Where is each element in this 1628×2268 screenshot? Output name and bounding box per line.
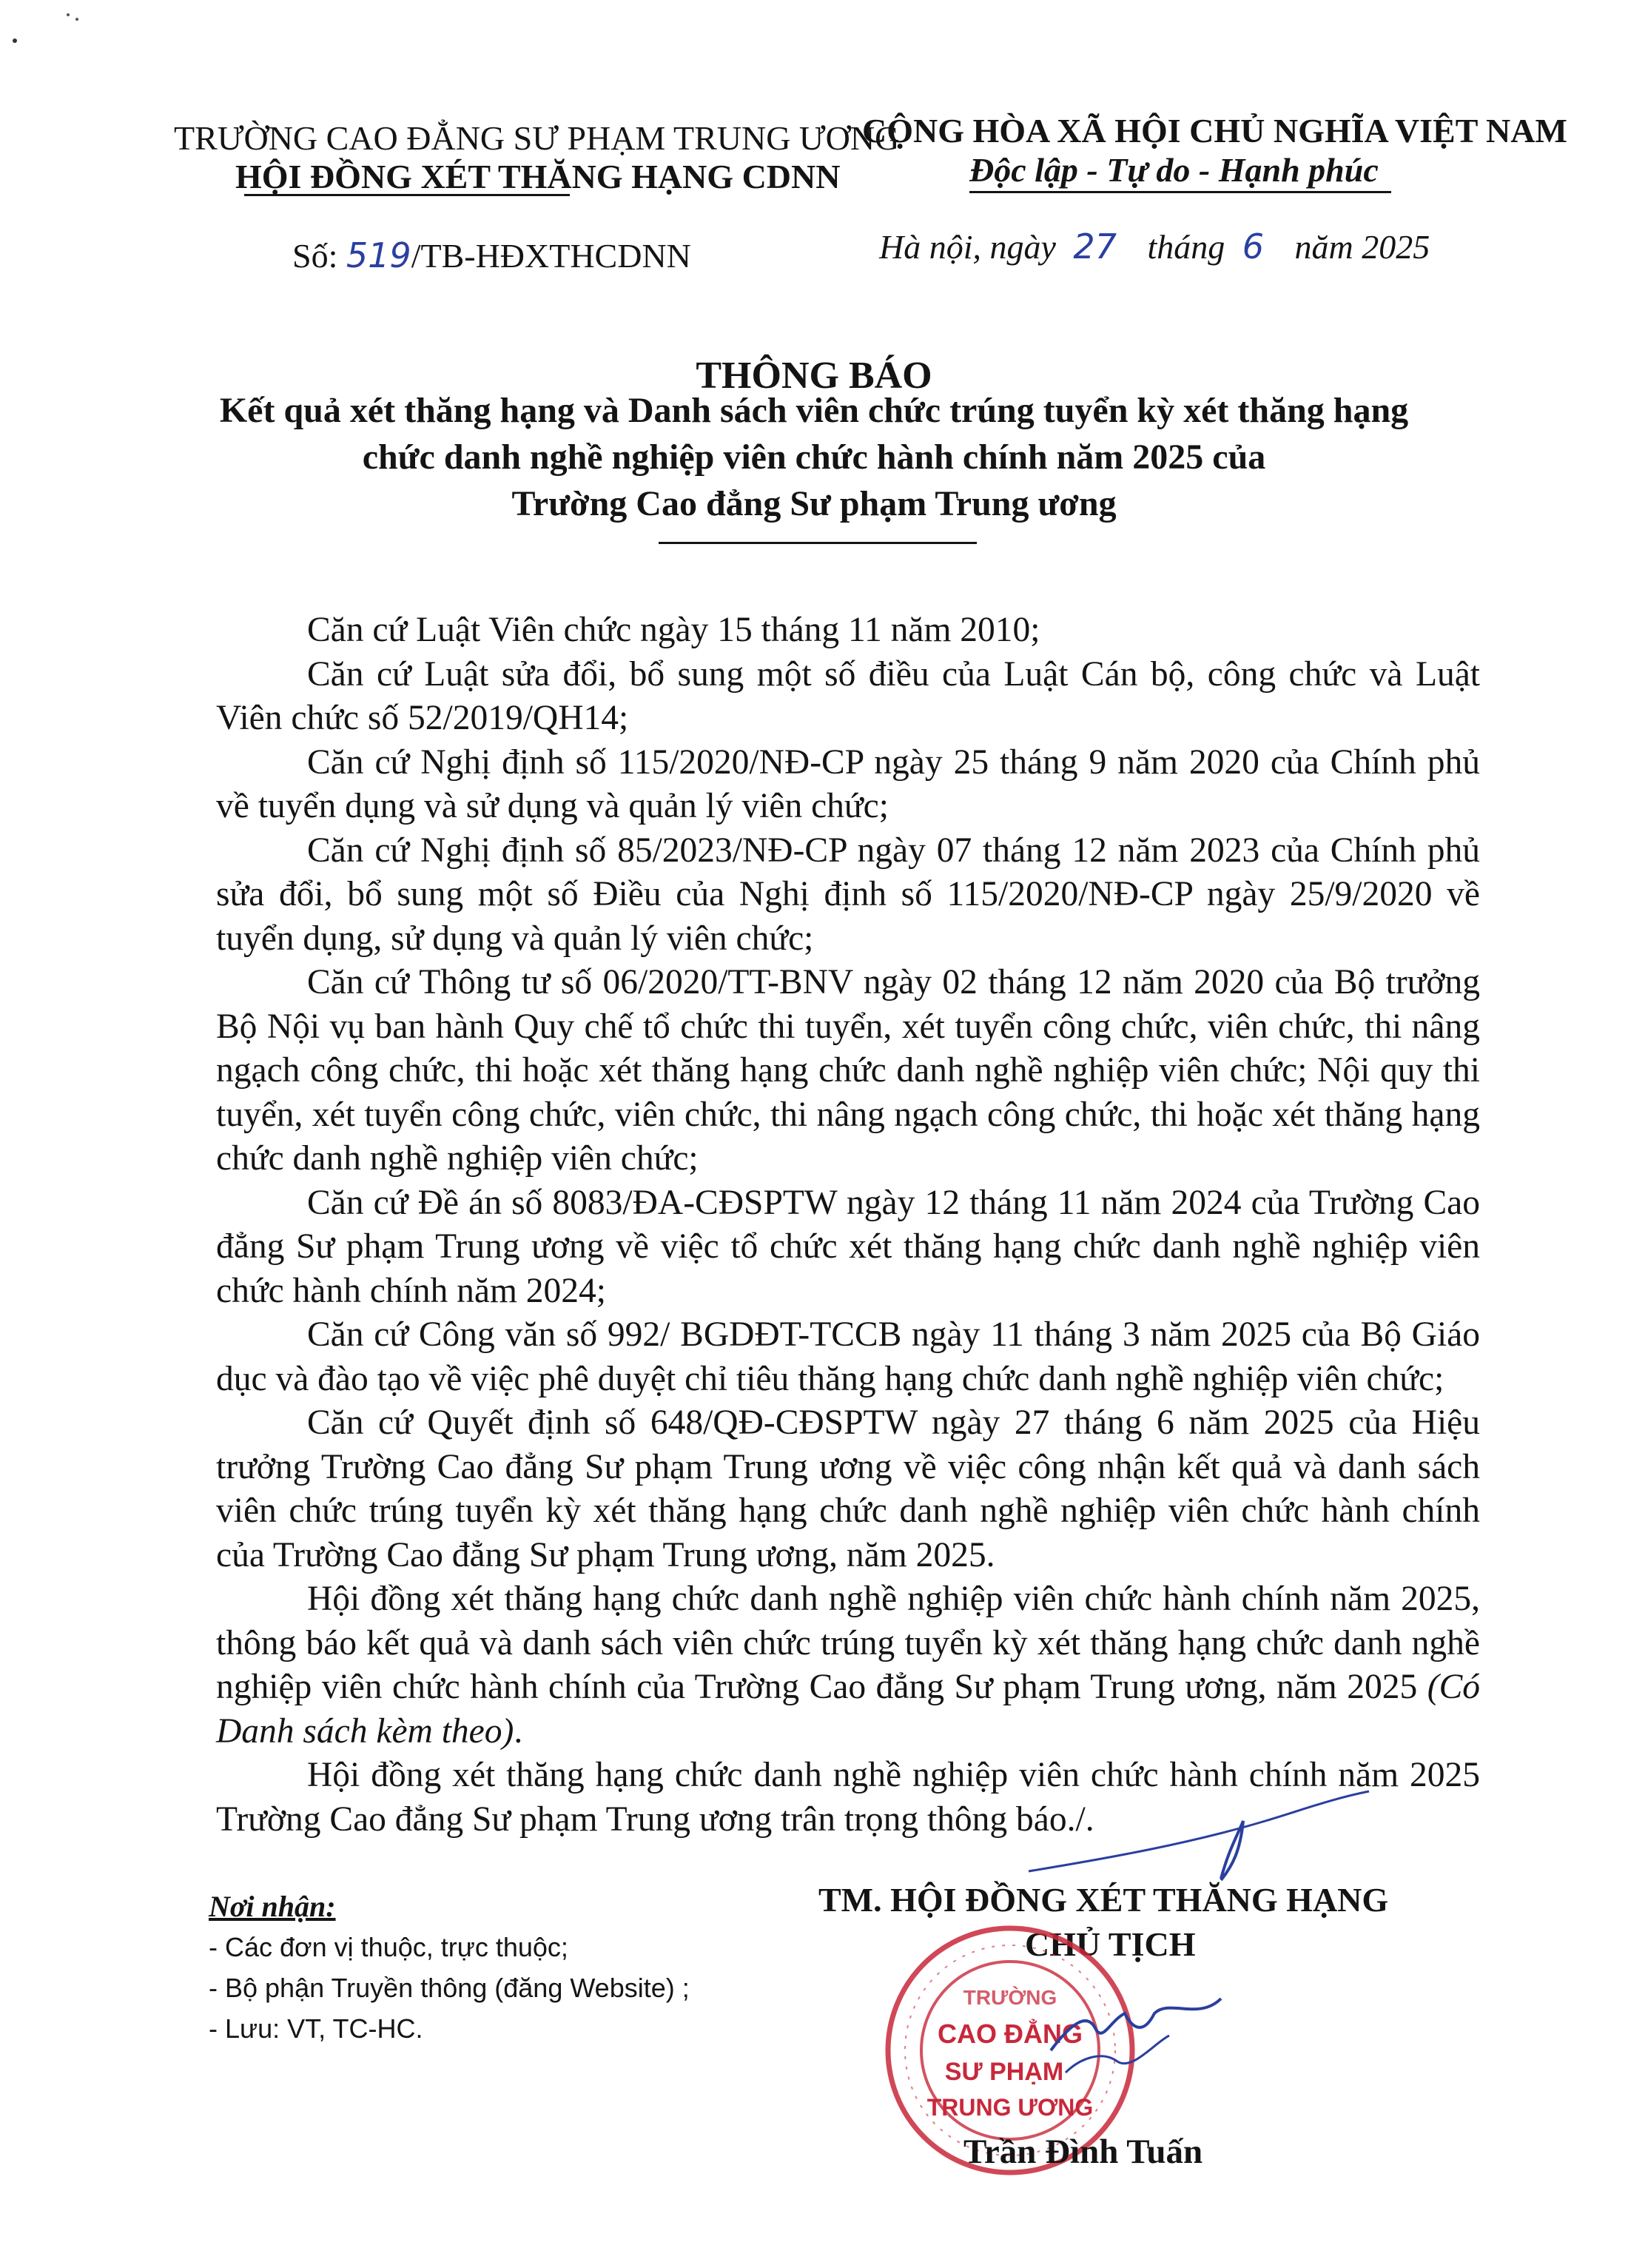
legal-basis-7: Căn cứ Công văn số 992/ BGDĐT-TCCB ngày 11 tháng 3 năm 2025 của Bộ Giáo dục và đào tạo về việc phê duyệt chỉ tiêu thăng hạng chức danh nghề nghiệp viên chức; — [216, 1315, 1480, 1398]
title-underline — [659, 542, 977, 544]
seal-line-4: TRUNG ƯƠNG — [926, 2094, 1094, 2121]
legal-basis-2: Căn cứ Luật sửa đổi, bổ sung một số điều của Luật Cán bộ, công chức và Luật Viên chức số 52/2019/QH14; — [216, 654, 1480, 737]
subject-line-2: chức danh nghề nghiệp viên chức hành chính năm 2025 của — [362, 437, 1266, 477]
scan-specks — [0, 0, 81, 59]
legal-basis-4: Căn cứ Nghị định số 85/2023/NĐ-CP ngày 07 tháng 12 năm 2023 của Chính phủ sửa đổi, bổ sung một số Điều của Nghị định số 115/2020/NĐ-CP ngày 25/9/2020 về tuyển dụng, sử dụng và quản lý viên chức; — [216, 831, 1480, 958]
date-day: 27 — [1073, 227, 1117, 266]
handwritten-signature — [1021, 1777, 1406, 2102]
date-place: Hà nội, ngày — [879, 228, 1056, 266]
subject-line-1: Kết quả xét thăng hạng và Danh sách viên chức trúng tuyển kỳ xét thăng hạng — [219, 391, 1409, 430]
legal-basis-3: Căn cứ Nghị định số 115/2020/NĐ-CP ngày 25 tháng 9 năm 2020 của Chính phủ về tuyển dụng và sử dụng và quản lý viên chức; — [216, 742, 1480, 825]
legal-basis-8: Căn cứ Quyết định số 648/QĐ-CĐSPTW ngày 27 tháng 6 năm 2025 của Hiệu trưởng Trường Cao đẳng Sư phạm Trung ương về việc công nhận kết quả và danh sách viên chức trúng tuyển kỳ xét thăng hạng chức danh nghề nghiệp viên chức hành chính của Trường Cao đẳng Sư phạm Trung ương, năm 2025. — [216, 1403, 1480, 1574]
date-line — [879, 227, 1430, 266]
document-body — [216, 608, 1480, 1842]
seal-line-2: CAO ĐẲNG — [938, 2019, 1083, 2049]
org-name: TRƯỜNG CAO ĐẲNG SƯ PHẠM TRUNG ƯƠNG — [174, 119, 900, 157]
country-name: CỘNG HÒA XÃ HỘI CHỦ NGHĨA VIỆT NAM — [862, 112, 1567, 150]
legal-basis-5: Căn cứ Thông tư số 06/2020/TT-BNV ngày 02 tháng 12 năm 2020 của Bộ trưởng Bộ Nội vụ ban hành Quy chế tổ chức thi tuyển, xét tuyển công chức, viên chức, thi nâng ngạch công chức, thi hoặc xét thăng hạng chức danh nghề nghiệp viên chức; Nội quy thi tuyển, xét tuyển công chức, viên chức, thi nâng ngạch công chức, thi hoặc xét thăng hạng chức danh nghề nghiệp viên chức; — [216, 963, 1480, 1178]
closing-paragraph: Hội đồng xét thăng hạng chức danh nghề nghiệp viên chức hành chính năm 2025 Trường Cao đẳng Sư phạm Trung ương trân trọng thông báo./. — [216, 1756, 1480, 1839]
seal-line-1: TRƯỜNG — [963, 1986, 1057, 2009]
date-month-label: tháng — [1147, 228, 1225, 266]
seal-line-3: SƯ PHẠM — [944, 2058, 1064, 2086]
legal-basis-6: Căn cứ Đề án số 8083/ĐA-CĐSPTW ngày 12 tháng 11 năm 2024 của Trường Cao đẳng Sư phạm Trung ương về việc tổ chức xét thăng hạng chức danh nghề nghiệp viên chức hành chính năm 2024; — [216, 1183, 1480, 1310]
subject-line-3: Trường Cao đẳng Sư phạm Trung ương — [511, 484, 1117, 523]
motto: Độc lập - Tự do - Hạnh phúc — [969, 151, 1379, 189]
signer-name: Trần Đình Tuấn — [963, 2133, 1203, 2171]
motto-underline — [969, 191, 1391, 193]
doc-number — [292, 235, 691, 275]
announcement-paragraph: Hội đồng xét thăng hạng chức danh nghề nghiệp viên chức hành chính năm 2025, thông báo kết quả và danh sách viên chức trúng tuyển kỳ xét thăng hạng chức danh nghề nghiệp viên chức hành chính của Trường Cao đẳng Sư phạm Trung ương, năm 2025 (Có Danh sách kèm theo). — [216, 1580, 1480, 1751]
signer-title: TM. HỘI ĐỒNG XÉT THĂNG HẠNG — [818, 1881, 1389, 1919]
date-month: 6 — [1242, 227, 1265, 266]
council-underline — [244, 194, 570, 196]
page-title: THÔNG BÁO — [696, 355, 932, 397]
doc-number-prefix: Số: — [292, 237, 338, 275]
signer-role: CHỦ TỊCH — [1025, 1925, 1196, 1963]
recipient-item: - Bộ phận Truyền thông (đăng Website) ; — [209, 1973, 690, 2003]
council-name: HỘI ĐỒNG XÉT THĂNG HẠNG CDNN — [235, 158, 841, 195]
doc-number-suffix: /TB-HĐXTHCDNN — [411, 237, 691, 275]
date-year: năm 2025 — [1294, 228, 1430, 266]
recipients-label: Nơi nhận: — [209, 1890, 336, 1923]
recipient-item: - Lưu: VT, TC-HC. — [209, 2013, 423, 2044]
legal-basis-1: Căn cứ Luật Viên chức ngày 15 tháng 11 năm 2010; — [307, 611, 1040, 649]
attachment-note: (Có Danh sách kèm theo) — [216, 1668, 1480, 1751]
recipient-item: - Các đơn vị thuộc, trực thuộc; — [209, 1932, 568, 1962]
recipients-block — [209, 1886, 690, 2049]
doc-number-handwritten: 519 — [346, 235, 411, 275]
announcement-text: Hội đồng xét thăng hạng chức danh nghề nghiệp viên chức hành chính năm 2025, thông báo kết quả và danh sách viên chức trúng tuyển kỳ xét thăng hạng chức danh nghề nghiệp viên chức hành chính của Trường Cao đẳng Sư phạm Trung ương, năm 2025 — [216, 1580, 1480, 1706]
